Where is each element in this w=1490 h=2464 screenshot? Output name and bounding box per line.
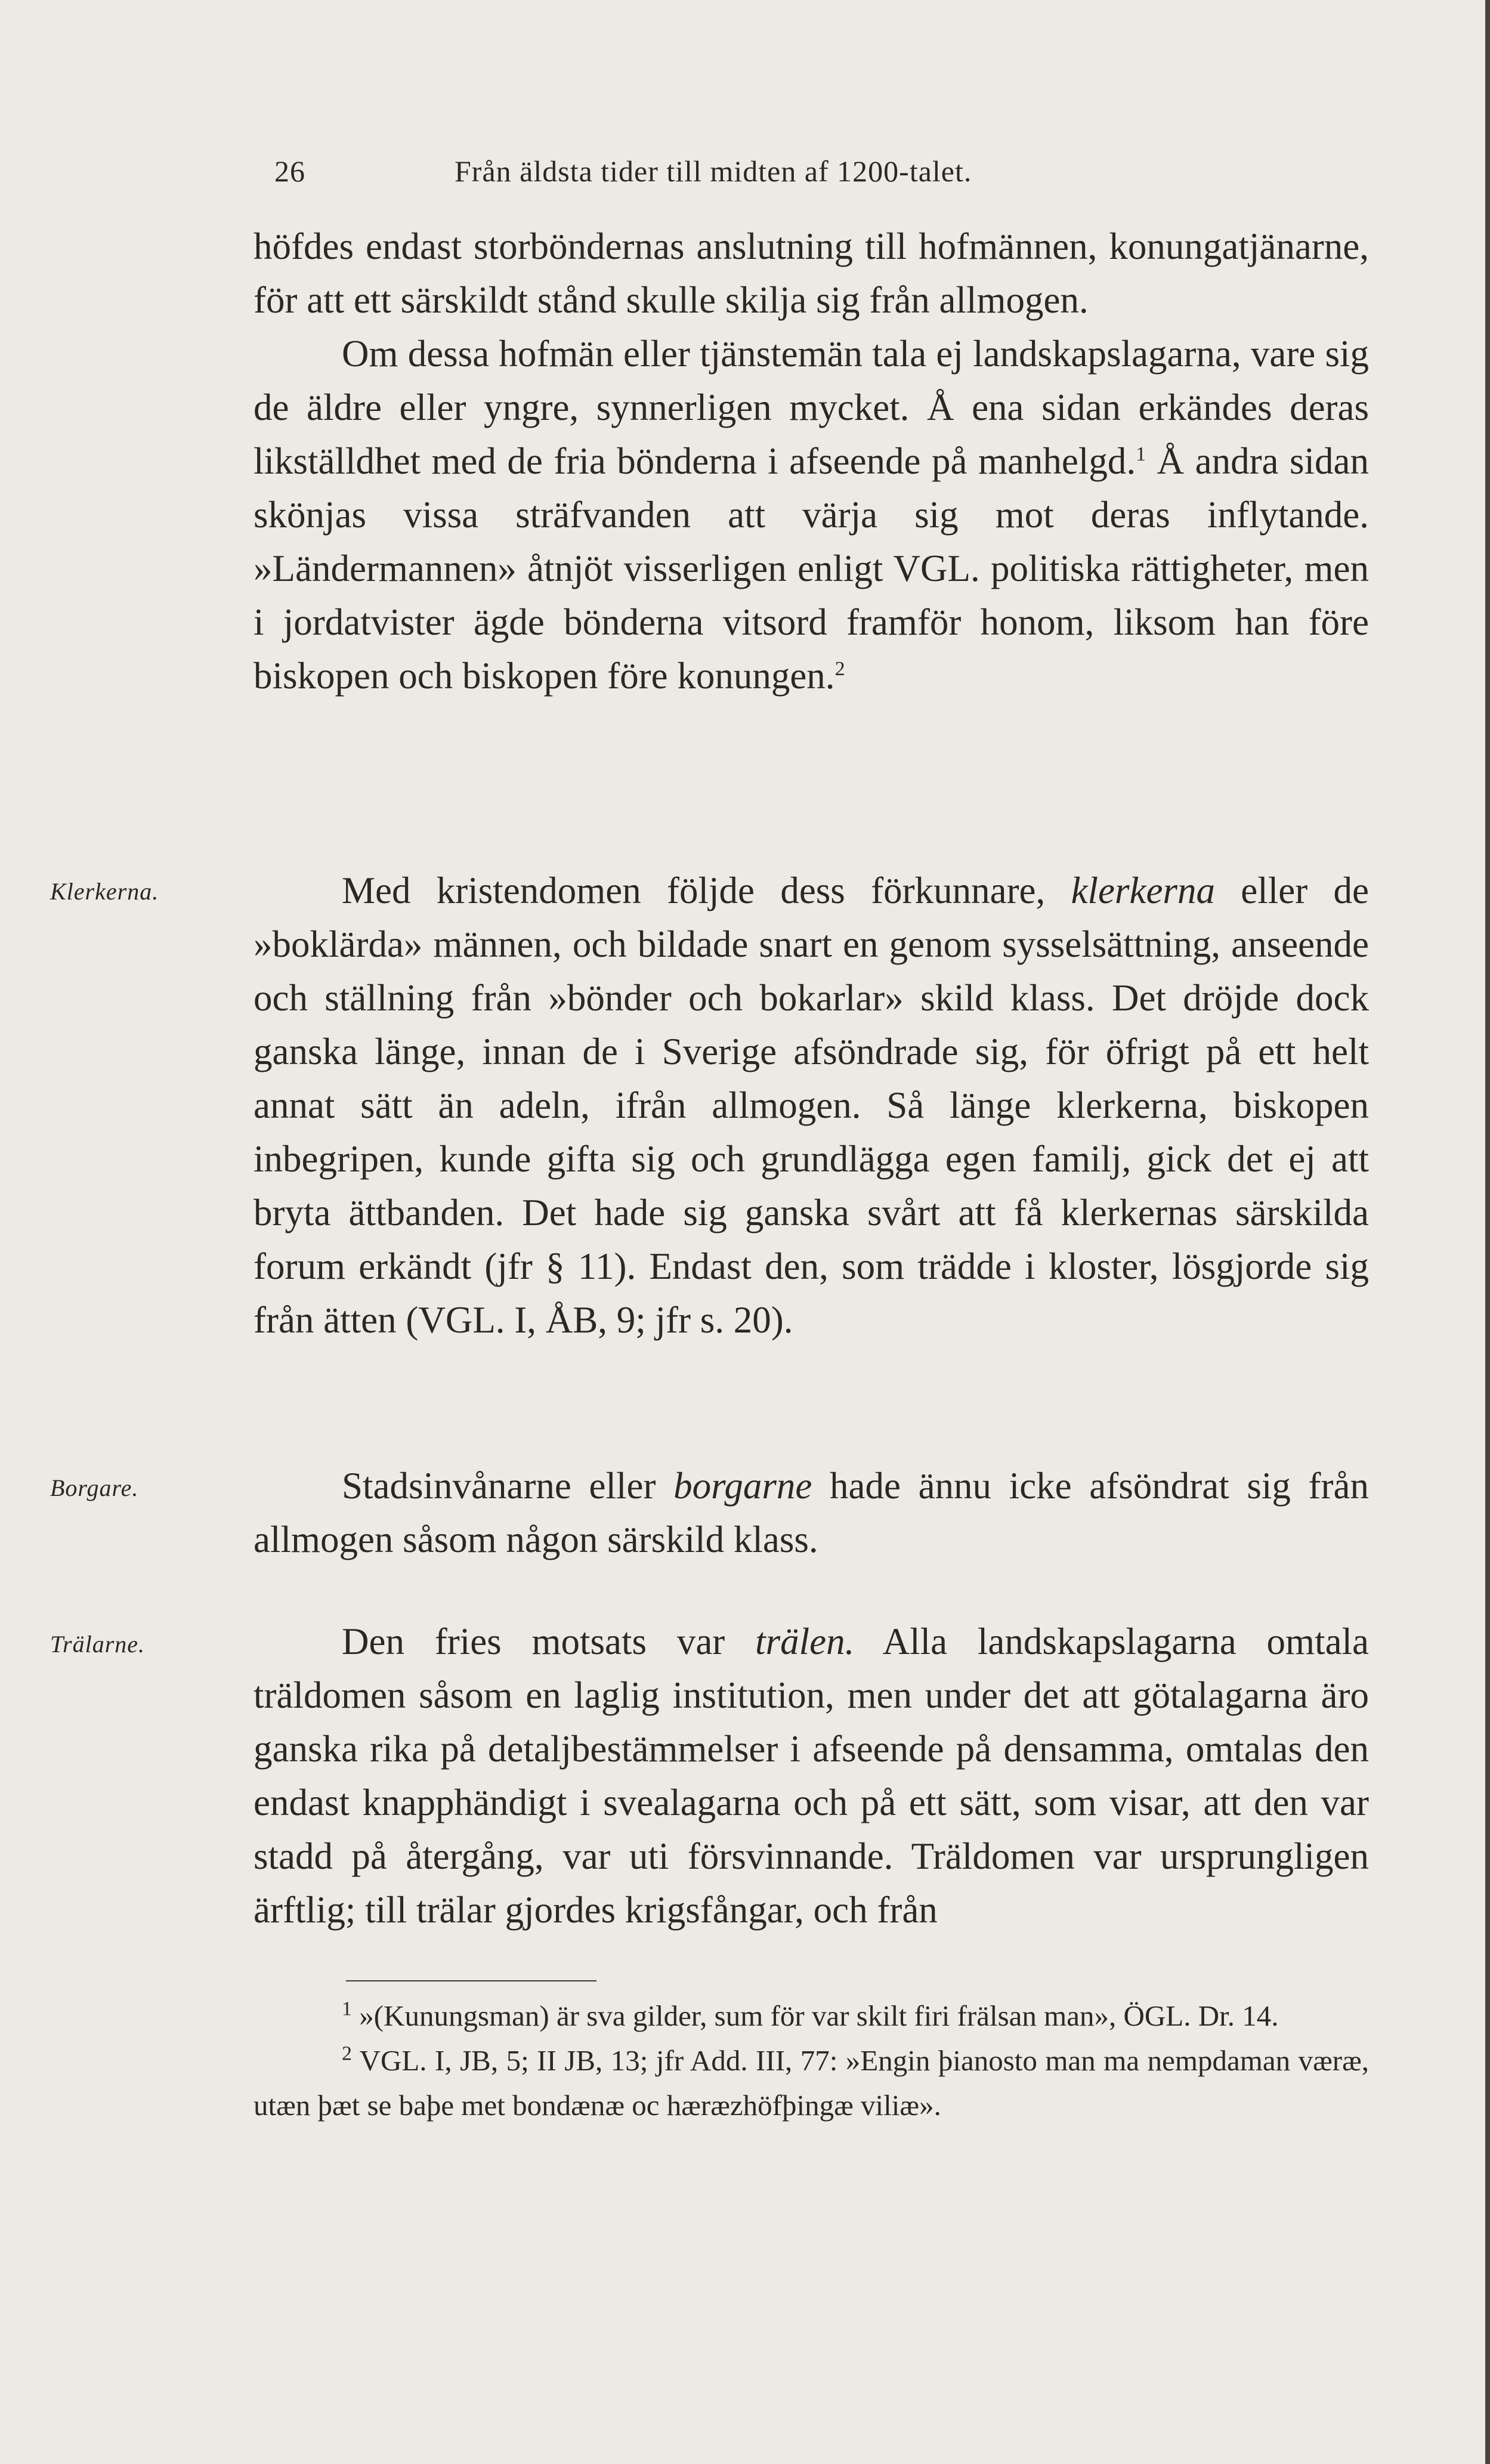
paragraph-3 bbox=[254, 864, 1369, 1347]
text-block-3 bbox=[254, 1459, 1369, 1566]
term-klerkerna: klerkerna bbox=[1071, 870, 1215, 911]
paragraph-4-part-b: hade ännu icke afsöndrat sig från allmogen såsom någon särskild klass. bbox=[254, 1465, 1369, 1560]
term-borgarne: borgarne bbox=[673, 1465, 812, 1507]
paragraph-3-part-a: Med kristendomen följde dess förkunnare, bbox=[342, 870, 1071, 911]
paragraph-2 bbox=[254, 327, 1369, 703]
footnote-2 bbox=[254, 2038, 1369, 2128]
term-tralen: trälen. bbox=[755, 1621, 855, 1662]
paragraph-3-part-b: eller de »boklärda» männen, och bildade snart en genom sysselsättning, anseende och ställning från »bönder och bokarlar» skild klass. Det dröjde dock ganska länge, innan de i Sverige afsöndrade sig, för öfrigt på ett helt annat sätt än adeln, ifrån allmogen. Så länge klerkerna, biskopen inbegripen, kunde gifta sig och grundlägga egen familj, gick det ej att bryta ättbanden. Det hade sig ganska svårt att få klerkernas särskilda forum erkändt (jfr § 11). Endast den, som trädde i kloster, lösgjorde sig från ätten (VGL. I, ÅB, 9; jfr s. 20). bbox=[254, 870, 1369, 1341]
page-edge bbox=[1485, 0, 1490, 2464]
footnote-1-mark: 1 bbox=[342, 1998, 352, 2020]
footnote-ref-1[interactable]: 1 bbox=[1136, 443, 1146, 465]
paragraph-2-part-a: Om dessa hofmän eller tjänstemän tala ej landskapslagarna, vare sig de äldre eller yngre, synnerligen mycket. Å ena sidan erkändes deras likställdhet med de fria bönderna i afseende på manhelgd. bbox=[254, 333, 1369, 482]
text-block-4 bbox=[254, 1615, 1369, 1937]
paragraph-2-part-b: Å andra sidan skönjas vissa sträfvanden att värja sig mot deras inflytande. »Ländermannen» åtnjöt visserligen enligt VGL. politiska rättigheter, men i jordatvister ägde bönderna vitsord framför honom, liksom han före biskopen och biskopen före konungen. bbox=[254, 440, 1369, 697]
margin-note-tralarne: Trälarne. bbox=[50, 1631, 146, 1658]
paragraph-5 bbox=[254, 1615, 1369, 1937]
footnote-1-text: »(Kunungsman) är sva gilder, sum för var skilt firi frälsan man», ÖGL. Dr. 14. bbox=[352, 1999, 1279, 2032]
paragraph-4-part-a: Stadsinvånarne eller bbox=[342, 1465, 674, 1507]
margin-note-klerkerna: Klerkerna. bbox=[50, 878, 159, 905]
footnotes bbox=[254, 1993, 1369, 2128]
margin-note-borgare: Borgare. bbox=[50, 1474, 139, 1501]
text-block-2 bbox=[254, 864, 1369, 1347]
footnote-2-text: VGL. I, JB, 5; II JB, 13; jfr Add. III, 77: »Engin þianosto man ma nempdaman væræ, utæn þæt se baþe met bondænæ oc hæræzhöfþingæ viliæ». bbox=[254, 2044, 1369, 2122]
paragraph-4 bbox=[254, 1459, 1369, 1566]
running-title: Från äldsta tider till midten af 1200-talet. bbox=[455, 154, 972, 188]
footnote-rule bbox=[346, 1980, 596, 1981]
footnote-2-mark: 2 bbox=[342, 2042, 352, 2065]
paragraph-5-part-a: Den fries motsats var bbox=[342, 1621, 756, 1662]
text-block-1 bbox=[254, 219, 1369, 703]
paragraph-5-part-b: Alla landskapslagarna omtala träldomen såsom en laglig institution, men under det att götalagarna äro ganska rika på detaljbestämmelser i afseende på densamma, omtalas den endast knapphändigt i svealagarna och på ett sätt, som visar, att den var stadd på återgång, var uti försvinnande. Träldomen var ursprungligen ärftlig; till trälar gjordes krigsfångar, och från bbox=[254, 1621, 1369, 1931]
footnote-1 bbox=[254, 1993, 1369, 2038]
paragraph-1: höfdes endast storböndernas anslutning till hofmännen, konungatjänarne, för att ett särskildt stånd skulle skilja sig från allmogen. bbox=[254, 225, 1369, 321]
footnote-ref-2[interactable]: 2 bbox=[834, 658, 845, 680]
page-number: 26 bbox=[274, 154, 305, 188]
running-header bbox=[274, 154, 1169, 196]
